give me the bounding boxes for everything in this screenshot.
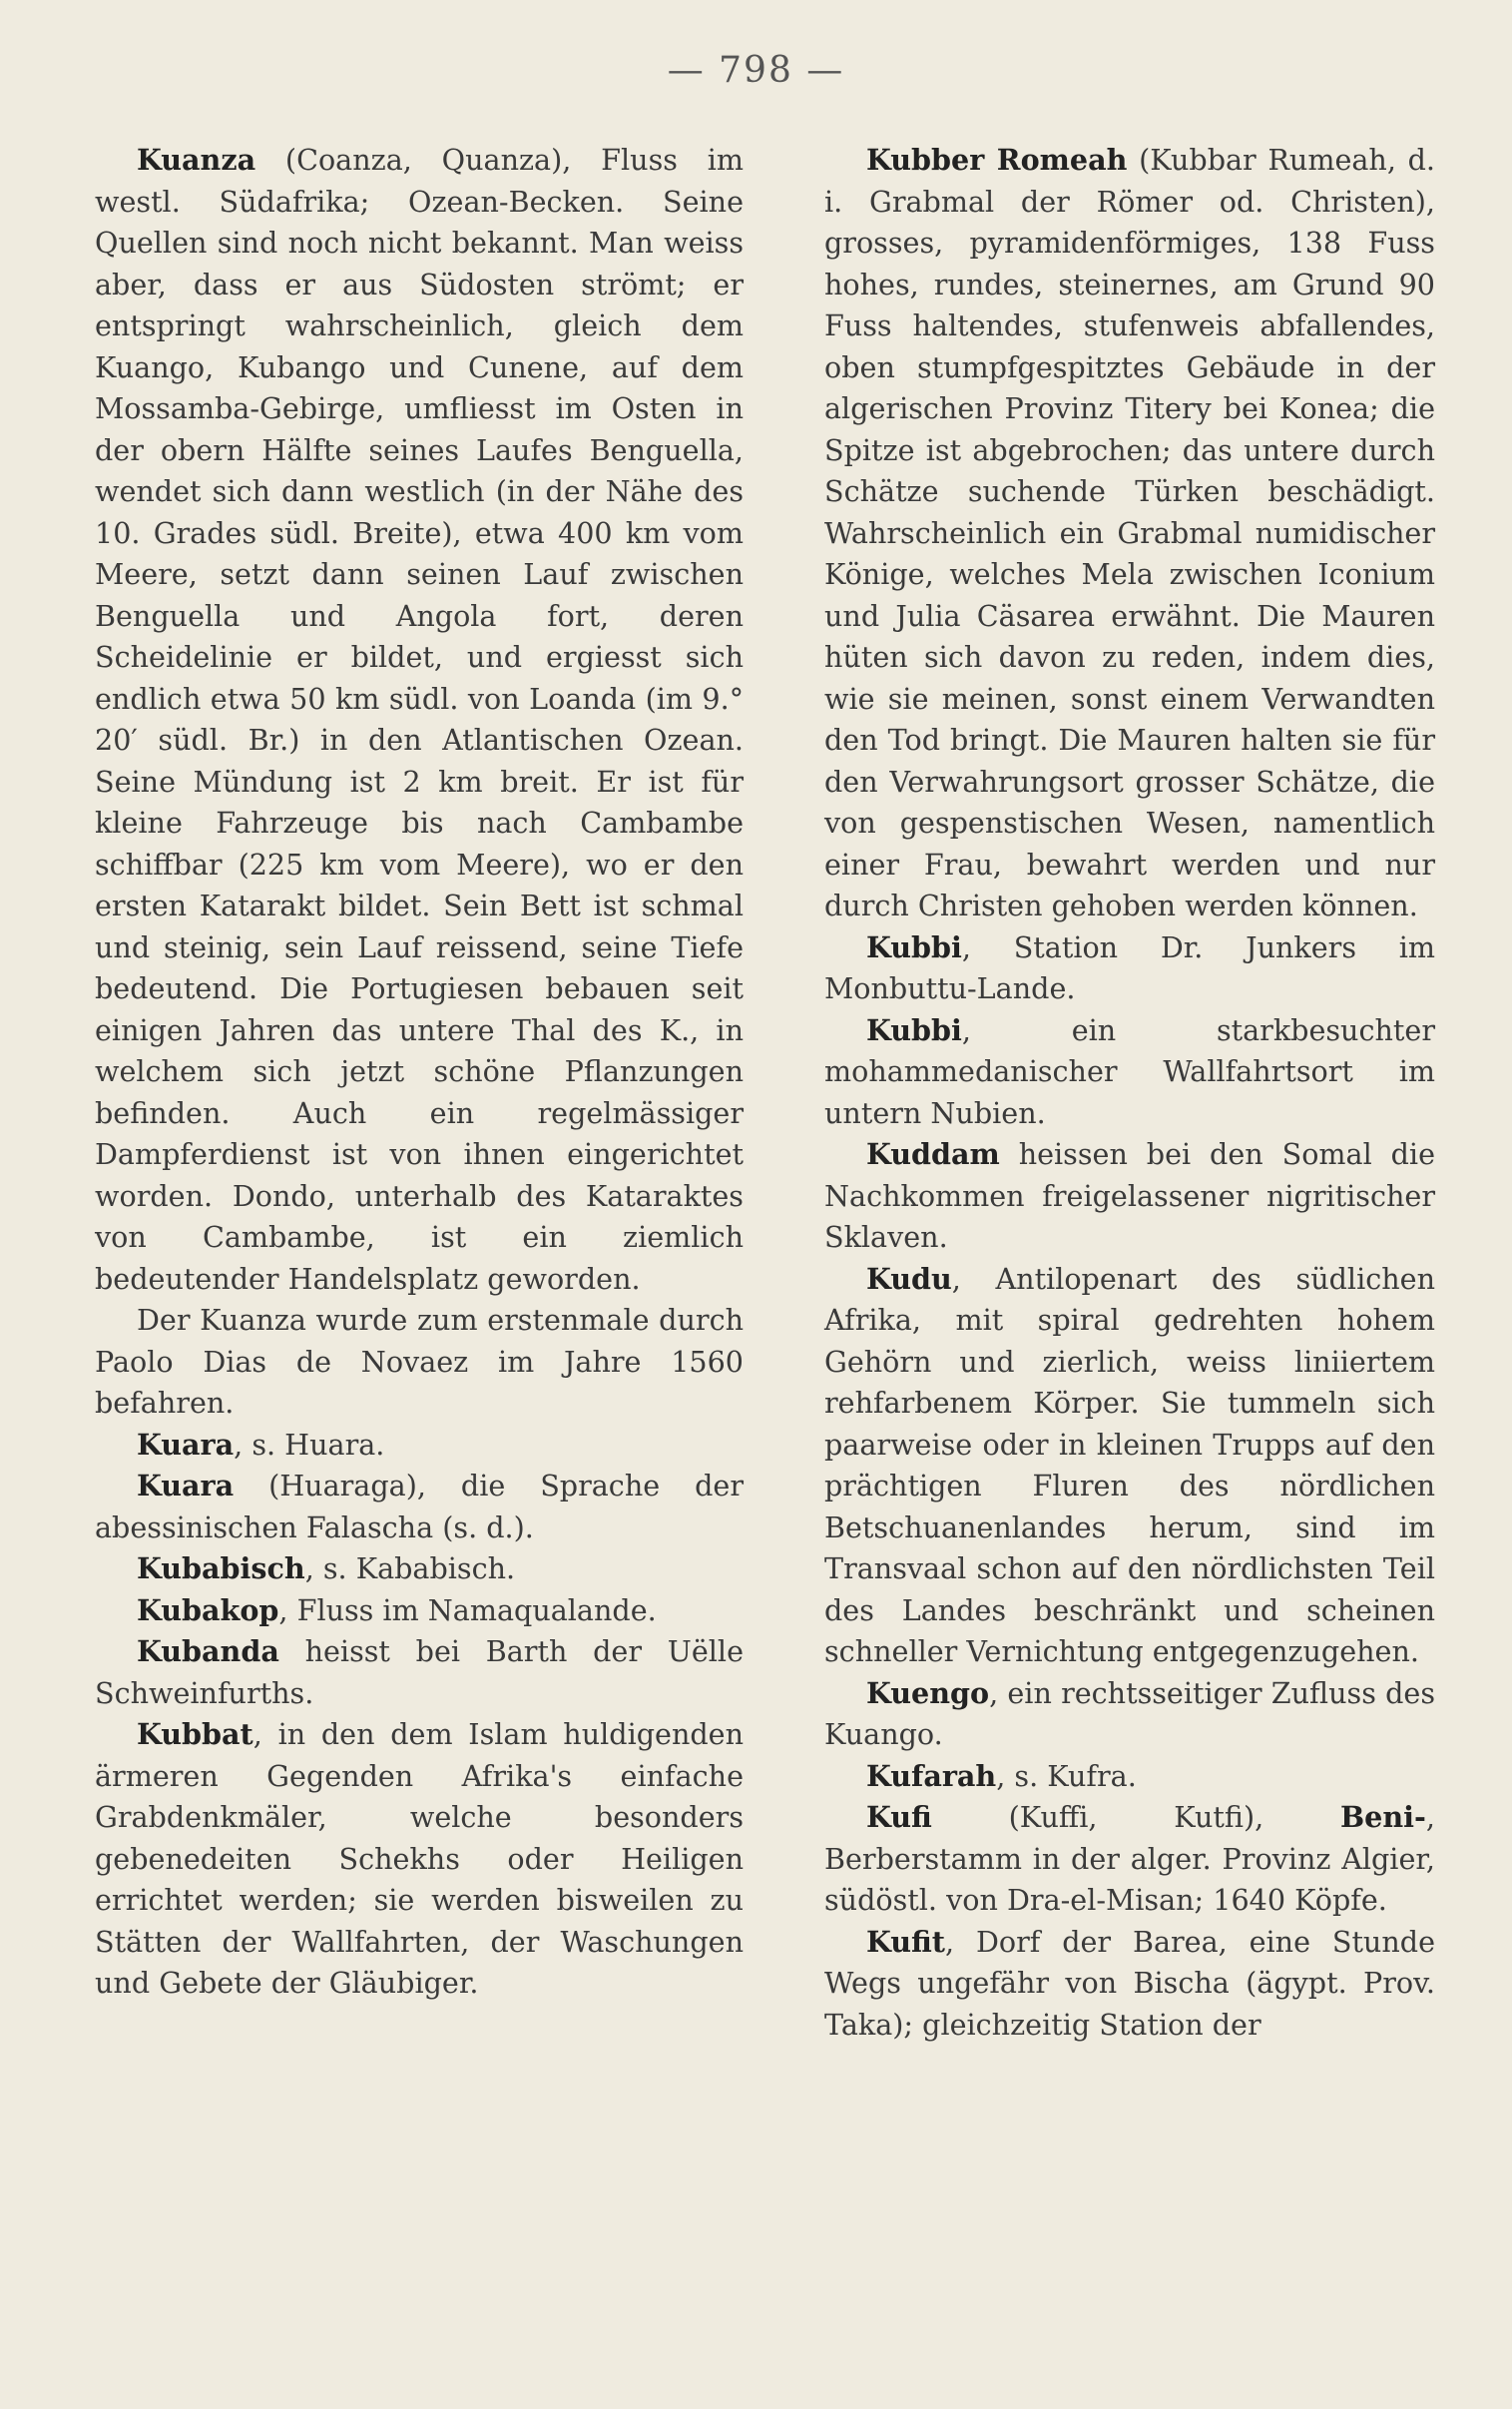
entry-term: Kuddam <box>866 1137 1000 1171</box>
entry-text-secondary: , Berberstamm in der alger. Provinz Algier, südöstl. von Dra-el-Misan; 1640 Köpfe. <box>824 1800 1435 1917</box>
entry-text: , s. Kababisch. <box>304 1551 516 1585</box>
entry-term: Kuengo <box>866 1675 990 1710</box>
entry-kubakop <box>95 1590 744 1632</box>
entry-term: Kubbi <box>866 1012 962 1047</box>
entry-text: , Station Dr. Junkers im Monbuttu-Lande. <box>824 929 1435 1005</box>
entry-term: Kudu <box>866 1261 952 1296</box>
entry-text: (Coanza, Quanza), Fluss im westl. Südafrika; Ozean-Becken. Seine Quellen sind noch nicht bekannt. Man weiss aber, dass er aus Südosten strömt; er entspringt wahrscheinlich, gleich dem Kuango, Kubango und Cunene, auf dem Mossamba-Gebirge, umfliesst im Osten in der obern Hälfte seines Laufes Benguella, wendet sich dann westlich (in der Nähe des 10. Grades südl. Breite), etwa 400 km vom Meere, setzt dann seinen Lauf zwischen Benguella und Angola fort, deren Scheidelinie er bildet, und ergiesst sich endlich etwa 50 km südl. von Loanda (im 9.° 20′ südl. Br.) in den Atlantischen Ozean. Seine Mündung ist 2 km breit. Er ist für kleine Fahrzeuge bis nach Cambambe schiffbar (225 km vom Meere), wo er den ersten Katarakt bildet. Sein Bett ist schmal und steinig, sein Lauf reissend, seine Tiefe bedeutend. Die Portugiesen bebauen seit einigen Jahren das untere Thal des K., in welchem sich jetzt schöne Pflanzungen befinden. Auch ein regelmässiger Dampferdienst ist von ihnen eingerichtet worden. Dondo, unterhalb des Kataraktes von Cambambe, ist ein ziemlich bedeutender Handelsplatz geworden. <box>95 143 744 1296</box>
entry-term-secondary: Beni- <box>1340 1800 1426 1834</box>
entry-term: Kubanda <box>137 1634 279 1668</box>
entry-text: (Kuffi, Kutfi), <box>931 1800 1341 1834</box>
entry-text: Der Kuanza wurde zum erstenmale durch Paolo Dias de Novaez im Jahre 1560 befahren. <box>95 1303 744 1420</box>
entry-text: , ein starkbesuchter mohammedanischer Wallfahrtsort im untern Nubien. <box>824 1012 1435 1130</box>
entry-kuanza <box>95 140 744 1300</box>
entry-kubanda <box>95 1631 744 1714</box>
entry-text: , s. Huara. <box>234 1427 385 1462</box>
left-column <box>95 140 744 2005</box>
entry-kubbi-station <box>824 927 1435 1010</box>
entry-kubabisch <box>95 1548 744 1590</box>
entry-term: Kubabisch <box>137 1551 305 1585</box>
entry-text: , in den dem Islam huldigenden ärmeren Gegenden Afrika's einfache Grabdenkmäler, welche besonders gebenedeiten Schekhs oder Heiligen errichtet werden; sie werden bisweilen zu Stätten der Wallfahrten, der Waschungen und Gebete der Gläubiger. <box>95 1717 744 2000</box>
entry-text: , Fluss im Namaqualande. <box>278 1592 657 1627</box>
entry-text: (Kubbar Rumeah, d. i. Grabmal der Römer od. Christen), grosses, pyramidenförmiges, 138 Fuss hohes, rundes, steinernes, am Grund 90 Fuss haltendes, stufenweis abfallendes, oben stumpfgespitztes Gebäude in der algerischen Provinz Titery bei Konea; die Spitze ist abgebrochen; das untere durch Schätze suchende Türken beschädigt. Wahrscheinlich ein Grabmal numidischer Könige, welches Mela zwischen Iconium und Julia Cäsarea erwähnt. Die Mauren hüten sich davon zu reden, indem dies, wie sie meinen, sonst einem Verwandten den Tod bringt. Die Mauren halten sie für den Verwahrungsort grosser Schätze, die von gespenstischen Wesen, namentlich einer Frau, bewahrt werden und nur durch Christen gehoben werden können. <box>824 143 1435 922</box>
entry-term: Kuanza <box>137 143 256 177</box>
entry-kuengo <box>824 1673 1435 1756</box>
entry-kubbat <box>95 1714 744 2005</box>
entry-kubbi-wallfahrtsort <box>824 1010 1435 1135</box>
entry-kubber-romeah <box>824 140 1435 927</box>
entry-text: , s. Kufra. <box>996 1758 1137 1793</box>
entry-term: Kuara <box>137 1469 235 1503</box>
entry-kufit <box>824 1922 1435 2047</box>
entry-term: Kubber Romeah <box>866 143 1128 177</box>
right-column <box>824 140 1435 2046</box>
entry-text: (Huaraga), die Sprache der abessinischen Falascha (s. d.). <box>95 1469 744 1544</box>
page-number: — 798 — <box>667 50 845 91</box>
entry-text: , Antilopenart des südlichen Afrika, mit spiral gedrehten hohem Gehörn und zierlich, weiss liniiertem rehfarbenem Körper. Sie tummeln sich paarweise oder in kleinen Trupps auf den prächtigen Fluren des nördlichen Betschuanenlandes herum, sind im Transvaal schon auf den nördlichsten Teil des Landes beschränkt und scheinen schneller Vernichtung entgegenzugehen. <box>824 1261 1435 1668</box>
entry-term: Kubakop <box>137 1592 279 1627</box>
entry-term: Kufarah <box>866 1758 997 1793</box>
entry-text: , Dorf der Barea, eine Stunde Wegs ungefähr von Bischa (ägypt. Prov. Taka); gleichzeitig Station der <box>824 1924 1435 2042</box>
entry-term: Kufi <box>866 1800 932 1834</box>
entry-kufi <box>824 1797 1435 1922</box>
entry-kufarah <box>824 1756 1435 1798</box>
entry-text: heisst bei Barth der Uëlle Schweinfurths. <box>95 1634 744 1710</box>
entry-kuara-ref <box>95 1425 744 1467</box>
entry-kuara <box>95 1466 744 1548</box>
entry-term: Kuara <box>137 1427 235 1462</box>
entry-kuddam <box>824 1134 1435 1259</box>
entry-term: Kubbi <box>866 929 962 964</box>
entry-kuanza-continued <box>95 1300 744 1425</box>
entry-term: Kubbat <box>137 1717 253 1751</box>
entry-kudu <box>824 1259 1435 1673</box>
entry-text: heissen bei den Somal die Nachkommen freigelassener nigritischer Sklaven. <box>824 1137 1435 1254</box>
entry-term: Kufit <box>866 1924 946 1959</box>
entry-text: , ein rechtsseitiger Zufluss des Kuango. <box>824 1675 1435 1751</box>
